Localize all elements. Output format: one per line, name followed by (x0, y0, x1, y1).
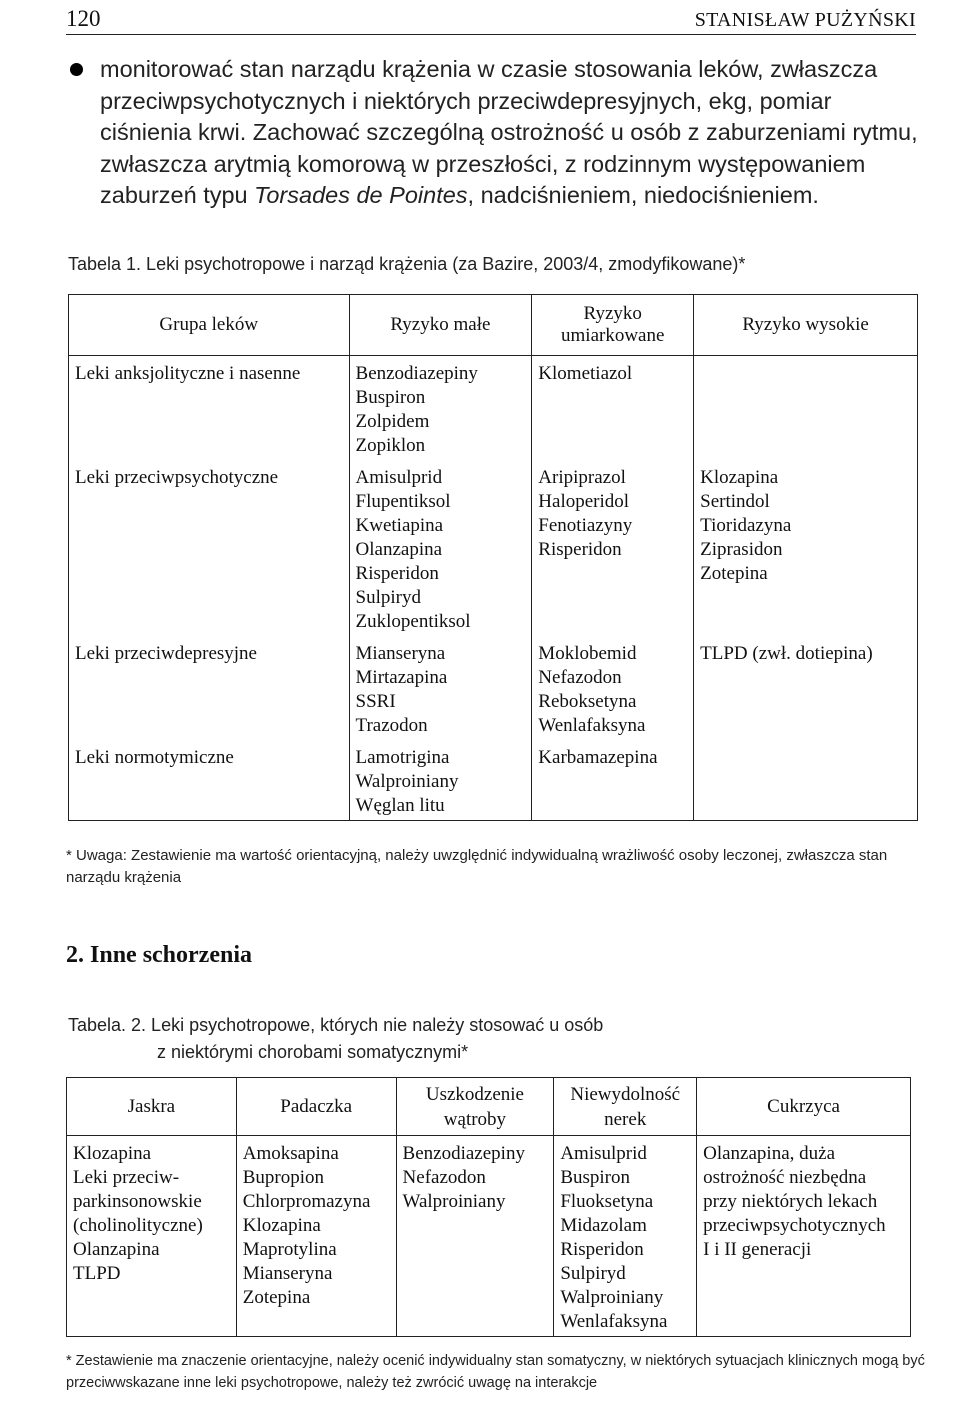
drug-name: Chlorpromazyna (242, 1191, 371, 1212)
drug-group-cell: Leki anksjolityczne i nasenne (69, 356, 350, 459)
drug-name: Aripiprazol (538, 467, 626, 488)
contraindication-cell (396, 1136, 554, 1337)
drug-name: Benzodiazepiny (402, 1143, 525, 1164)
bullet-icon (70, 63, 83, 76)
table1-header-cell: Ryzyko małe (349, 295, 532, 356)
drug-name: Węglan litu (355, 795, 445, 816)
header-word: Niewydolność (570, 1083, 681, 1105)
drug-name: Walproiniany (355, 771, 459, 792)
header-word: Uszkodzenie (425, 1083, 524, 1105)
drug-name: przy niektórych lekach (703, 1191, 878, 1212)
table2-caption-line2: z niektórymi chorobami somatycznymi* (157, 1042, 469, 1062)
table1-footnote: * Uwaga: Zestawienie ma wartość orientacyjną, należy uwzględnić indywidualną wrażliwość osoby leczonej, zwłaszcza stan narządu krążenia (66, 847, 888, 886)
drug-name: Zopiklon (355, 435, 426, 456)
drug-name: Walproiniany (402, 1191, 506, 1212)
drug-name: TLPD (73, 1263, 121, 1284)
drug-name: Risperidon (538, 539, 622, 560)
risk-low-cell (349, 738, 532, 821)
risk-high-cell (694, 356, 918, 459)
table2-header-cell: Cukrzyca (697, 1078, 911, 1136)
drug-name: Sulpiryd (560, 1263, 626, 1284)
page-number: 120 (66, 6, 101, 31)
table1-header-cell (532, 295, 694, 356)
table1-row (69, 634, 918, 738)
drug-name: parkinsonowskie (73, 1191, 202, 1212)
table1-row (69, 738, 918, 821)
drug-name: SSRI (355, 691, 396, 712)
drug-name: Tioridazyna (700, 515, 792, 536)
table2-caption-line1: Tabela. 2. Leki psychotropowe, których nie należy stosować u osób (68, 1015, 604, 1035)
drug-name: ostrożność niezbędna (703, 1167, 867, 1188)
table2-footnote: * Zestawienie ma znaczenie orientacyjne, należy ocenić indywidualny stan somatyczny, w niektórych sytuacjach klinicznych mogą być przeciwwskazane inne leki psychotropowe, należy też zwrócić uwagę na interakcje (66, 1353, 925, 1391)
drug-name: Nefazodon (538, 667, 622, 688)
drug-name: Buspiron (355, 387, 426, 408)
drug-name: Buspiron (560, 1167, 631, 1188)
drug-name: Amisulprid (560, 1143, 647, 1164)
bullet-text-end: , nadciśnieniem, niedociśnieniem. (467, 182, 819, 208)
drug-name: przeciwpsychotycznych (703, 1215, 886, 1236)
page-header (66, 2, 916, 35)
drug-name: Fenotiazyny (538, 515, 633, 536)
drug-name: Mianseryna (355, 643, 446, 664)
drug-name: Walproiniany (560, 1287, 664, 1308)
drug-name: Olanzapina (355, 539, 443, 560)
drug-name: Flupentiksol (355, 491, 451, 512)
risk-high-cell (694, 738, 918, 821)
drug-name: Leki przeciw- (73, 1167, 180, 1188)
drug-name: Benzodiazepiny (355, 363, 478, 384)
table2-row (67, 1136, 911, 1337)
drug-name: Bupropion (242, 1167, 325, 1188)
drug-name: Lamotrigina (355, 747, 450, 768)
drug-name: I i II generacji (703, 1239, 812, 1260)
risk-low-cell (349, 634, 532, 738)
header-word: umiarkowane (561, 325, 665, 346)
drug-name: Olanzapina, duża (703, 1143, 836, 1164)
risk-high-cell (694, 634, 918, 738)
risk-high-cell (694, 458, 918, 634)
drug-name: Sulpiryd (355, 587, 421, 608)
drug-name: Klozapina (73, 1143, 152, 1164)
drug-name: Zolpidem (355, 411, 430, 432)
drug-name: Kwetiapina (355, 515, 444, 536)
table1-header-cell: Ryzyko wysokie (694, 295, 918, 356)
drug-name: Amisulprid (355, 467, 443, 488)
running-title: STANISŁAW PUŻYŃSKI (694, 9, 916, 31)
drug-name: Zuklopentiksol (355, 611, 471, 632)
bullet-item (100, 54, 920, 212)
header-word: Ryzyko (583, 303, 642, 324)
drug-name: Moklobemid (538, 643, 637, 664)
header-word: wątroby (443, 1108, 507, 1130)
drug-name: Klozapina (242, 1215, 321, 1236)
drug-name: Risperidon (560, 1239, 644, 1260)
risk-moderate-cell (532, 738, 694, 821)
drug-name: Mirtazapina (355, 667, 448, 688)
table2-header-cell (554, 1078, 697, 1136)
risk-moderate-cell (532, 634, 694, 738)
drug-name: Wenlafaksyna (560, 1311, 668, 1332)
drug-name: Sertindol (700, 491, 770, 512)
bullet-italic-term: Torsades de Pointes (254, 182, 468, 208)
drug-name: Zotepina (700, 563, 768, 584)
table1 (68, 294, 918, 821)
table1-header-row (69, 295, 918, 356)
drug-name: Mianseryna (242, 1263, 333, 1284)
risk-low-cell (349, 458, 532, 634)
drug-group-cell: Leki przeciwdepresyjne (69, 634, 350, 738)
table1-row (69, 356, 918, 459)
table1-header-cell: Grupa leków (69, 295, 350, 356)
drug-name: Trazodon (355, 715, 428, 736)
bullet-text: monitorować stan narządu krążenia w czasie stosowania leków, zwłaszcza przeciwpsychotycznych i niektórych przeciwdepresyjnych, ekg, pomiar ciśnienia krwi. Zachować szczególną ostrożność u osób z zaburzeniami rytmu, zwłaszcza arytmią komorową w przeszłości, z rodzinnym występowaniem zaburzeń typu (100, 56, 918, 208)
risk-low-cell (349, 356, 532, 459)
drug-name: TLPD (zwł. dotiepina) (700, 643, 873, 664)
drug-name: Maprotylina (242, 1239, 337, 1260)
risk-moderate-cell (532, 458, 694, 634)
drug-name: Olanzapina (73, 1239, 160, 1260)
drug-group-cell: Leki przeciwpsychotyczne (69, 458, 350, 634)
contraindication-cell (554, 1136, 697, 1337)
contraindication-cell (697, 1136, 911, 1337)
drug-name: Ziprasidon (700, 539, 783, 560)
table2-header-cell: Jaskra (67, 1078, 237, 1136)
drug-name: Klometiazol (538, 363, 633, 384)
table1-row (69, 458, 918, 634)
drug-name: Zotepina (242, 1287, 311, 1308)
drug-name: Wenlafaksyna (538, 715, 646, 736)
table2-header-cell: Padaczka (236, 1078, 396, 1136)
drug-name: (cholinolityczne) (73, 1215, 203, 1236)
contraindication-cell (236, 1136, 396, 1337)
drug-name: Nefazodon (402, 1167, 486, 1188)
risk-moderate-cell (532, 356, 694, 459)
section-heading: 2. Inne schorzenia (66, 942, 252, 968)
header-word: nerek (604, 1108, 647, 1130)
contraindication-cell (67, 1136, 237, 1337)
table2-header-cell (396, 1078, 554, 1136)
table1-caption: Tabela 1. Leki psychotropowe i narząd krążenia (za Bazire, 2003/4, zmodyfikowane)* (68, 254, 746, 274)
drug-name: Midazolam (560, 1215, 647, 1236)
drug-group-cell: Leki normotymiczne (69, 738, 350, 821)
drug-name: Reboksetyna (538, 691, 637, 712)
table1-body (69, 356, 918, 821)
drug-name: Klozapina (700, 467, 779, 488)
table2-caption (68, 1012, 603, 1066)
drug-name: Karbamazepina (538, 747, 658, 768)
drug-name: Fluoksetyna (560, 1191, 654, 1212)
drug-name: Amoksapina (242, 1143, 339, 1164)
table2 (66, 1077, 911, 1337)
table2-header-row (67, 1078, 911, 1136)
drug-name: Haloperidol (538, 491, 630, 512)
drug-name: Risperidon (355, 563, 439, 584)
